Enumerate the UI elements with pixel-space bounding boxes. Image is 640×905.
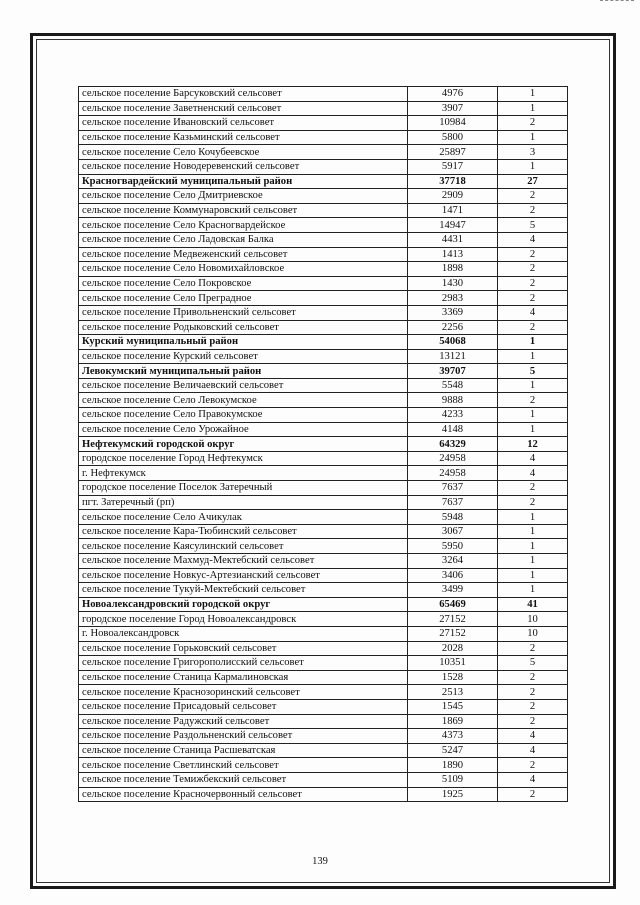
row-count-cell: 1 bbox=[498, 510, 568, 525]
row-value-cell: 1869 bbox=[408, 714, 498, 729]
row-value-cell: 1898 bbox=[408, 262, 498, 277]
row-name-cell: сельское поселение Село Покровское bbox=[79, 276, 408, 291]
row-count-cell: 2 bbox=[498, 714, 568, 729]
row-name-cell: сельское поселение Село Красногвардейское bbox=[79, 218, 408, 233]
row-value-cell: 1471 bbox=[408, 203, 498, 218]
row-name-cell: сельское поселение Раздольненский сельсовет bbox=[79, 729, 408, 744]
row-name-cell: сельское поселение Радужский сельсовет bbox=[79, 714, 408, 729]
row-value-cell: 24958 bbox=[408, 451, 498, 466]
row-count-cell: 2 bbox=[498, 116, 568, 131]
row-name-cell: сельское поселение Красночервонный сельсовет bbox=[79, 787, 408, 802]
row-count-cell: 12 bbox=[498, 437, 568, 452]
scan-mark bbox=[600, 0, 634, 2]
row-name-cell: Красногвардейский муниципальный район bbox=[79, 174, 408, 189]
row-value-cell: 7637 bbox=[408, 481, 498, 496]
row-count-cell: 1 bbox=[498, 378, 568, 393]
row-name-cell: сельское поселение Село Урожайное bbox=[79, 422, 408, 437]
row-count-cell: 2 bbox=[498, 320, 568, 335]
district-row bbox=[79, 335, 568, 350]
row-count-cell: 1 bbox=[498, 349, 568, 364]
row-count-cell: 5 bbox=[498, 364, 568, 379]
row-name-cell: сельское поселение Горьковский сельсовет bbox=[79, 641, 408, 656]
table-row bbox=[79, 408, 568, 423]
row-count-cell: 4 bbox=[498, 305, 568, 320]
row-count-cell: 2 bbox=[498, 685, 568, 700]
row-name-cell: пгт. Затеречный (рп) bbox=[79, 495, 408, 510]
row-value-cell: 2909 bbox=[408, 189, 498, 204]
row-value-cell: 9888 bbox=[408, 393, 498, 408]
row-name-cell: г. Нефтекумск bbox=[79, 466, 408, 481]
row-name-cell: сельское поселение Тукуй-Мектебский сельсовет bbox=[79, 583, 408, 598]
row-value-cell: 7637 bbox=[408, 495, 498, 510]
row-count-cell: 4 bbox=[498, 451, 568, 466]
table-row bbox=[79, 787, 568, 802]
row-value-cell: 5948 bbox=[408, 510, 498, 525]
table-row bbox=[79, 699, 568, 714]
row-count-cell: 2 bbox=[498, 670, 568, 685]
row-value-cell: 4233 bbox=[408, 408, 498, 423]
row-name-cell: Нефтекумский городской округ bbox=[79, 437, 408, 452]
row-count-cell: 2 bbox=[498, 247, 568, 262]
row-name-cell: сельское поселение Кара-Тюбинский сельсовет bbox=[79, 524, 408, 539]
row-value-cell: 10984 bbox=[408, 116, 498, 131]
table-row bbox=[79, 305, 568, 320]
row-value-cell: 64329 bbox=[408, 437, 498, 452]
table-row bbox=[79, 772, 568, 787]
row-value-cell: 1925 bbox=[408, 787, 498, 802]
row-name-cell: сельское поселение Величаевский сельсовет bbox=[79, 378, 408, 393]
row-count-cell: 10 bbox=[498, 626, 568, 641]
row-value-cell: 65469 bbox=[408, 597, 498, 612]
row-count-cell: 1 bbox=[498, 524, 568, 539]
table-row bbox=[79, 145, 568, 160]
row-value-cell: 1528 bbox=[408, 670, 498, 685]
table-row bbox=[79, 612, 568, 627]
row-count-cell: 1 bbox=[498, 130, 568, 145]
table-row bbox=[79, 641, 568, 656]
row-count-cell: 27 bbox=[498, 174, 568, 189]
row-name-cell: сельское поселение Ивановский сельсовет bbox=[79, 116, 408, 131]
row-value-cell: 4148 bbox=[408, 422, 498, 437]
row-name-cell: сельское поселение Станица Расшеватская bbox=[79, 743, 408, 758]
row-name-cell: сельское поселение Село Ачикулак bbox=[79, 510, 408, 525]
table-row bbox=[79, 568, 568, 583]
row-count-cell: 5 bbox=[498, 218, 568, 233]
row-name-cell: сельское поселение Село Правокумское bbox=[79, 408, 408, 423]
table-row bbox=[79, 232, 568, 247]
row-count-cell: 2 bbox=[498, 641, 568, 656]
row-count-cell: 2 bbox=[498, 481, 568, 496]
row-name-cell: Курский муниципальный район bbox=[79, 335, 408, 350]
table-row bbox=[79, 583, 568, 598]
page-number: 139 bbox=[312, 856, 328, 867]
row-value-cell: 3907 bbox=[408, 101, 498, 116]
row-name-cell: сельское поселение Курский сельсовет bbox=[79, 349, 408, 364]
row-count-cell: 2 bbox=[498, 189, 568, 204]
district-row bbox=[79, 597, 568, 612]
row-count-cell: 4 bbox=[498, 232, 568, 247]
row-name-cell: сельское поселение Село Левокумское bbox=[79, 393, 408, 408]
table-row bbox=[79, 656, 568, 671]
row-name-cell: г. Новоалександровск bbox=[79, 626, 408, 641]
row-count-cell: 2 bbox=[498, 203, 568, 218]
row-count-cell: 4 bbox=[498, 772, 568, 787]
row-count-cell: 4 bbox=[498, 743, 568, 758]
table-row bbox=[79, 729, 568, 744]
row-value-cell: 39707 bbox=[408, 364, 498, 379]
table-row bbox=[79, 743, 568, 758]
table-row bbox=[79, 101, 568, 116]
row-count-cell: 41 bbox=[498, 597, 568, 612]
table-row bbox=[79, 247, 568, 262]
row-value-cell: 2983 bbox=[408, 291, 498, 306]
row-value-cell: 5800 bbox=[408, 130, 498, 145]
row-value-cell: 3406 bbox=[408, 568, 498, 583]
row-count-cell: 2 bbox=[498, 787, 568, 802]
row-value-cell: 2513 bbox=[408, 685, 498, 700]
row-value-cell: 24958 bbox=[408, 466, 498, 481]
row-name-cell: городское поселение Город Нефтекумск bbox=[79, 451, 408, 466]
row-value-cell: 3264 bbox=[408, 554, 498, 569]
row-name-cell: сельское поселение Каясулинский сельсовет bbox=[79, 539, 408, 554]
row-count-cell: 1 bbox=[498, 408, 568, 423]
row-value-cell: 4431 bbox=[408, 232, 498, 247]
row-name-cell: сельское поселение Заветненский сельсовет bbox=[79, 101, 408, 116]
table-row bbox=[79, 422, 568, 437]
row-name-cell: сельское поселение Родыковский сельсовет bbox=[79, 320, 408, 335]
row-count-cell: 2 bbox=[498, 291, 568, 306]
row-name-cell: сельское поселение Привольненский сельсовет bbox=[79, 305, 408, 320]
row-value-cell: 5950 bbox=[408, 539, 498, 554]
table-row bbox=[79, 670, 568, 685]
row-name-cell: сельское поселение Новкус-Артезианский сельсовет bbox=[79, 568, 408, 583]
row-count-cell: 2 bbox=[498, 262, 568, 277]
row-value-cell: 27152 bbox=[408, 612, 498, 627]
row-value-cell: 1545 bbox=[408, 699, 498, 714]
row-value-cell: 4373 bbox=[408, 729, 498, 744]
table-row bbox=[79, 451, 568, 466]
row-value-cell: 4976 bbox=[408, 87, 498, 102]
row-value-cell: 27152 bbox=[408, 626, 498, 641]
row-count-cell: 2 bbox=[498, 758, 568, 773]
row-value-cell: 14947 bbox=[408, 218, 498, 233]
table-body bbox=[79, 87, 568, 802]
row-name-cell: сельское поселение Казьминский сельсовет bbox=[79, 130, 408, 145]
row-name-cell: сельское поселение Григорополисский сельсовет bbox=[79, 656, 408, 671]
row-value-cell: 25897 bbox=[408, 145, 498, 160]
row-name-cell: Левокумский муниципальный район bbox=[79, 364, 408, 379]
row-value-cell: 13121 bbox=[408, 349, 498, 364]
table-row bbox=[79, 189, 568, 204]
row-count-cell: 4 bbox=[498, 729, 568, 744]
district-row bbox=[79, 364, 568, 379]
row-value-cell: 3067 bbox=[408, 524, 498, 539]
table-row bbox=[79, 218, 568, 233]
row-count-cell: 10 bbox=[498, 612, 568, 627]
row-name-cell: сельское поселение Станица Кармалиновская bbox=[79, 670, 408, 685]
row-name-cell: сельское поселение Село Ладовская Балка bbox=[79, 232, 408, 247]
row-value-cell: 1890 bbox=[408, 758, 498, 773]
table-row bbox=[79, 510, 568, 525]
row-count-cell: 1 bbox=[498, 159, 568, 174]
table-row bbox=[79, 481, 568, 496]
row-value-cell: 5109 bbox=[408, 772, 498, 787]
district-row bbox=[79, 437, 568, 452]
table-row bbox=[79, 393, 568, 408]
table-row bbox=[79, 466, 568, 481]
table-row bbox=[79, 685, 568, 700]
row-name-cell: сельское поселение Село Дмитриевское bbox=[79, 189, 408, 204]
row-name-cell: сельское поселение Краснозоринский сельсовет bbox=[79, 685, 408, 700]
table-row bbox=[79, 539, 568, 554]
table-row bbox=[79, 130, 568, 145]
row-count-cell: 1 bbox=[498, 554, 568, 569]
row-value-cell: 5548 bbox=[408, 378, 498, 393]
row-value-cell: 54068 bbox=[408, 335, 498, 350]
row-value-cell: 2028 bbox=[408, 641, 498, 656]
row-name-cell: сельское поселение Село Новомихайловское bbox=[79, 262, 408, 277]
row-name-cell: сельское поселение Присадовый сельсовет bbox=[79, 699, 408, 714]
row-count-cell: 2 bbox=[498, 495, 568, 510]
row-name-cell: сельское поселение Коммунаровский сельсовет bbox=[79, 203, 408, 218]
row-name-cell: сельское поселение Барсуковский сельсовет bbox=[79, 87, 408, 102]
table-row bbox=[79, 626, 568, 641]
row-value-cell: 1430 bbox=[408, 276, 498, 291]
row-value-cell: 3369 bbox=[408, 305, 498, 320]
table-row bbox=[79, 524, 568, 539]
row-count-cell: 1 bbox=[498, 539, 568, 554]
settlements-table bbox=[78, 86, 568, 802]
row-count-cell: 2 bbox=[498, 276, 568, 291]
row-count-cell: 4 bbox=[498, 466, 568, 481]
row-value-cell: 10351 bbox=[408, 656, 498, 671]
table-row bbox=[79, 87, 568, 102]
row-name-cell: городское поселение Город Новоалександровск bbox=[79, 612, 408, 627]
table-row bbox=[79, 276, 568, 291]
row-name-cell: сельское поселение Медвеженский сельсовет bbox=[79, 247, 408, 262]
row-count-cell: 1 bbox=[498, 583, 568, 598]
row-value-cell: 3499 bbox=[408, 583, 498, 598]
table-row bbox=[79, 116, 568, 131]
table-row bbox=[79, 758, 568, 773]
district-row bbox=[79, 174, 568, 189]
row-value-cell: 37718 bbox=[408, 174, 498, 189]
table-row bbox=[79, 554, 568, 569]
row-name-cell: Новоалександровский городской округ bbox=[79, 597, 408, 612]
row-name-cell: сельское поселение Светлинский сельсовет bbox=[79, 758, 408, 773]
row-name-cell: городское поселение Поселок Затеречный bbox=[79, 481, 408, 496]
table-row bbox=[79, 320, 568, 335]
row-name-cell: сельское поселение Новодеревенский сельсовет bbox=[79, 159, 408, 174]
table-row bbox=[79, 203, 568, 218]
table-row bbox=[79, 495, 568, 510]
row-count-cell: 1 bbox=[498, 101, 568, 116]
row-name-cell: сельское поселение Село Преградное bbox=[79, 291, 408, 306]
row-count-cell: 5 bbox=[498, 656, 568, 671]
row-count-cell: 3 bbox=[498, 145, 568, 160]
table-row bbox=[79, 378, 568, 393]
table-row bbox=[79, 262, 568, 277]
row-name-cell: сельское поселение Темижбекский сельсовет bbox=[79, 772, 408, 787]
row-value-cell: 1413 bbox=[408, 247, 498, 262]
table-row bbox=[79, 714, 568, 729]
row-count-cell: 1 bbox=[498, 568, 568, 583]
row-count-cell: 1 bbox=[498, 422, 568, 437]
row-count-cell: 2 bbox=[498, 699, 568, 714]
row-value-cell: 5917 bbox=[408, 159, 498, 174]
row-name-cell: сельское поселение Махмуд-Мектебский сельсовет bbox=[79, 554, 408, 569]
row-count-cell: 2 bbox=[498, 393, 568, 408]
table-row bbox=[79, 349, 568, 364]
table-row bbox=[79, 291, 568, 306]
row-count-cell: 1 bbox=[498, 335, 568, 350]
row-value-cell: 5247 bbox=[408, 743, 498, 758]
row-name-cell: сельское поселение Село Кочубеевское bbox=[79, 145, 408, 160]
row-value-cell: 2256 bbox=[408, 320, 498, 335]
table-row bbox=[79, 159, 568, 174]
row-count-cell: 1 bbox=[498, 87, 568, 102]
